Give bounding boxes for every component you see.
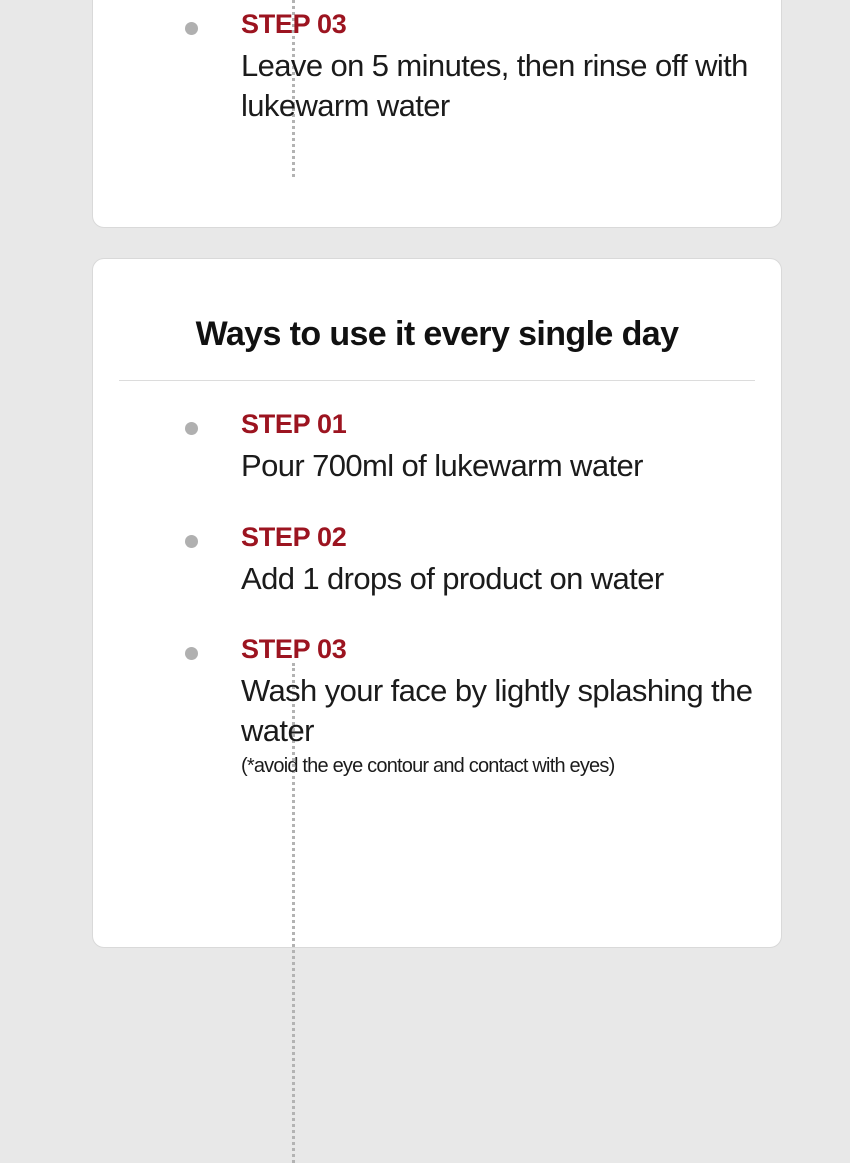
timeline-dot-icon bbox=[185, 22, 198, 35]
instruction-card-previous bbox=[92, 0, 782, 228]
step-label: STEP 02 bbox=[241, 521, 347, 552]
timeline-dot-icon bbox=[185, 422, 198, 435]
step-list-previous bbox=[93, 0, 781, 125]
list-item bbox=[93, 409, 781, 486]
timeline-dot-icon bbox=[185, 535, 198, 548]
step-list-daily-use bbox=[93, 381, 781, 779]
step-text: Leave on 5 minutes, then rinse off with lukewarm water bbox=[241, 48, 748, 123]
instruction-card-daily-use bbox=[92, 258, 782, 948]
list-item bbox=[93, 522, 781, 599]
step-label: STEP 03 bbox=[241, 634, 347, 665]
step-text: Wash your face by lightly splashing the water bbox=[241, 673, 753, 749]
list-item bbox=[93, 634, 781, 778]
step-label: STEP 01 bbox=[241, 409, 347, 439]
step-label: STEP 03 bbox=[241, 9, 347, 39]
page-title: Ways to use it every single day bbox=[195, 315, 679, 353]
step-note: (*avoid the eye contour and contact with eyes) bbox=[241, 754, 615, 777]
step-text: Add 1 drops of product on water bbox=[241, 560, 664, 596]
timeline-dot-icon bbox=[185, 647, 198, 660]
step-text: Pour 700ml of lukewarm water bbox=[241, 448, 643, 484]
list-item bbox=[93, 9, 781, 125]
